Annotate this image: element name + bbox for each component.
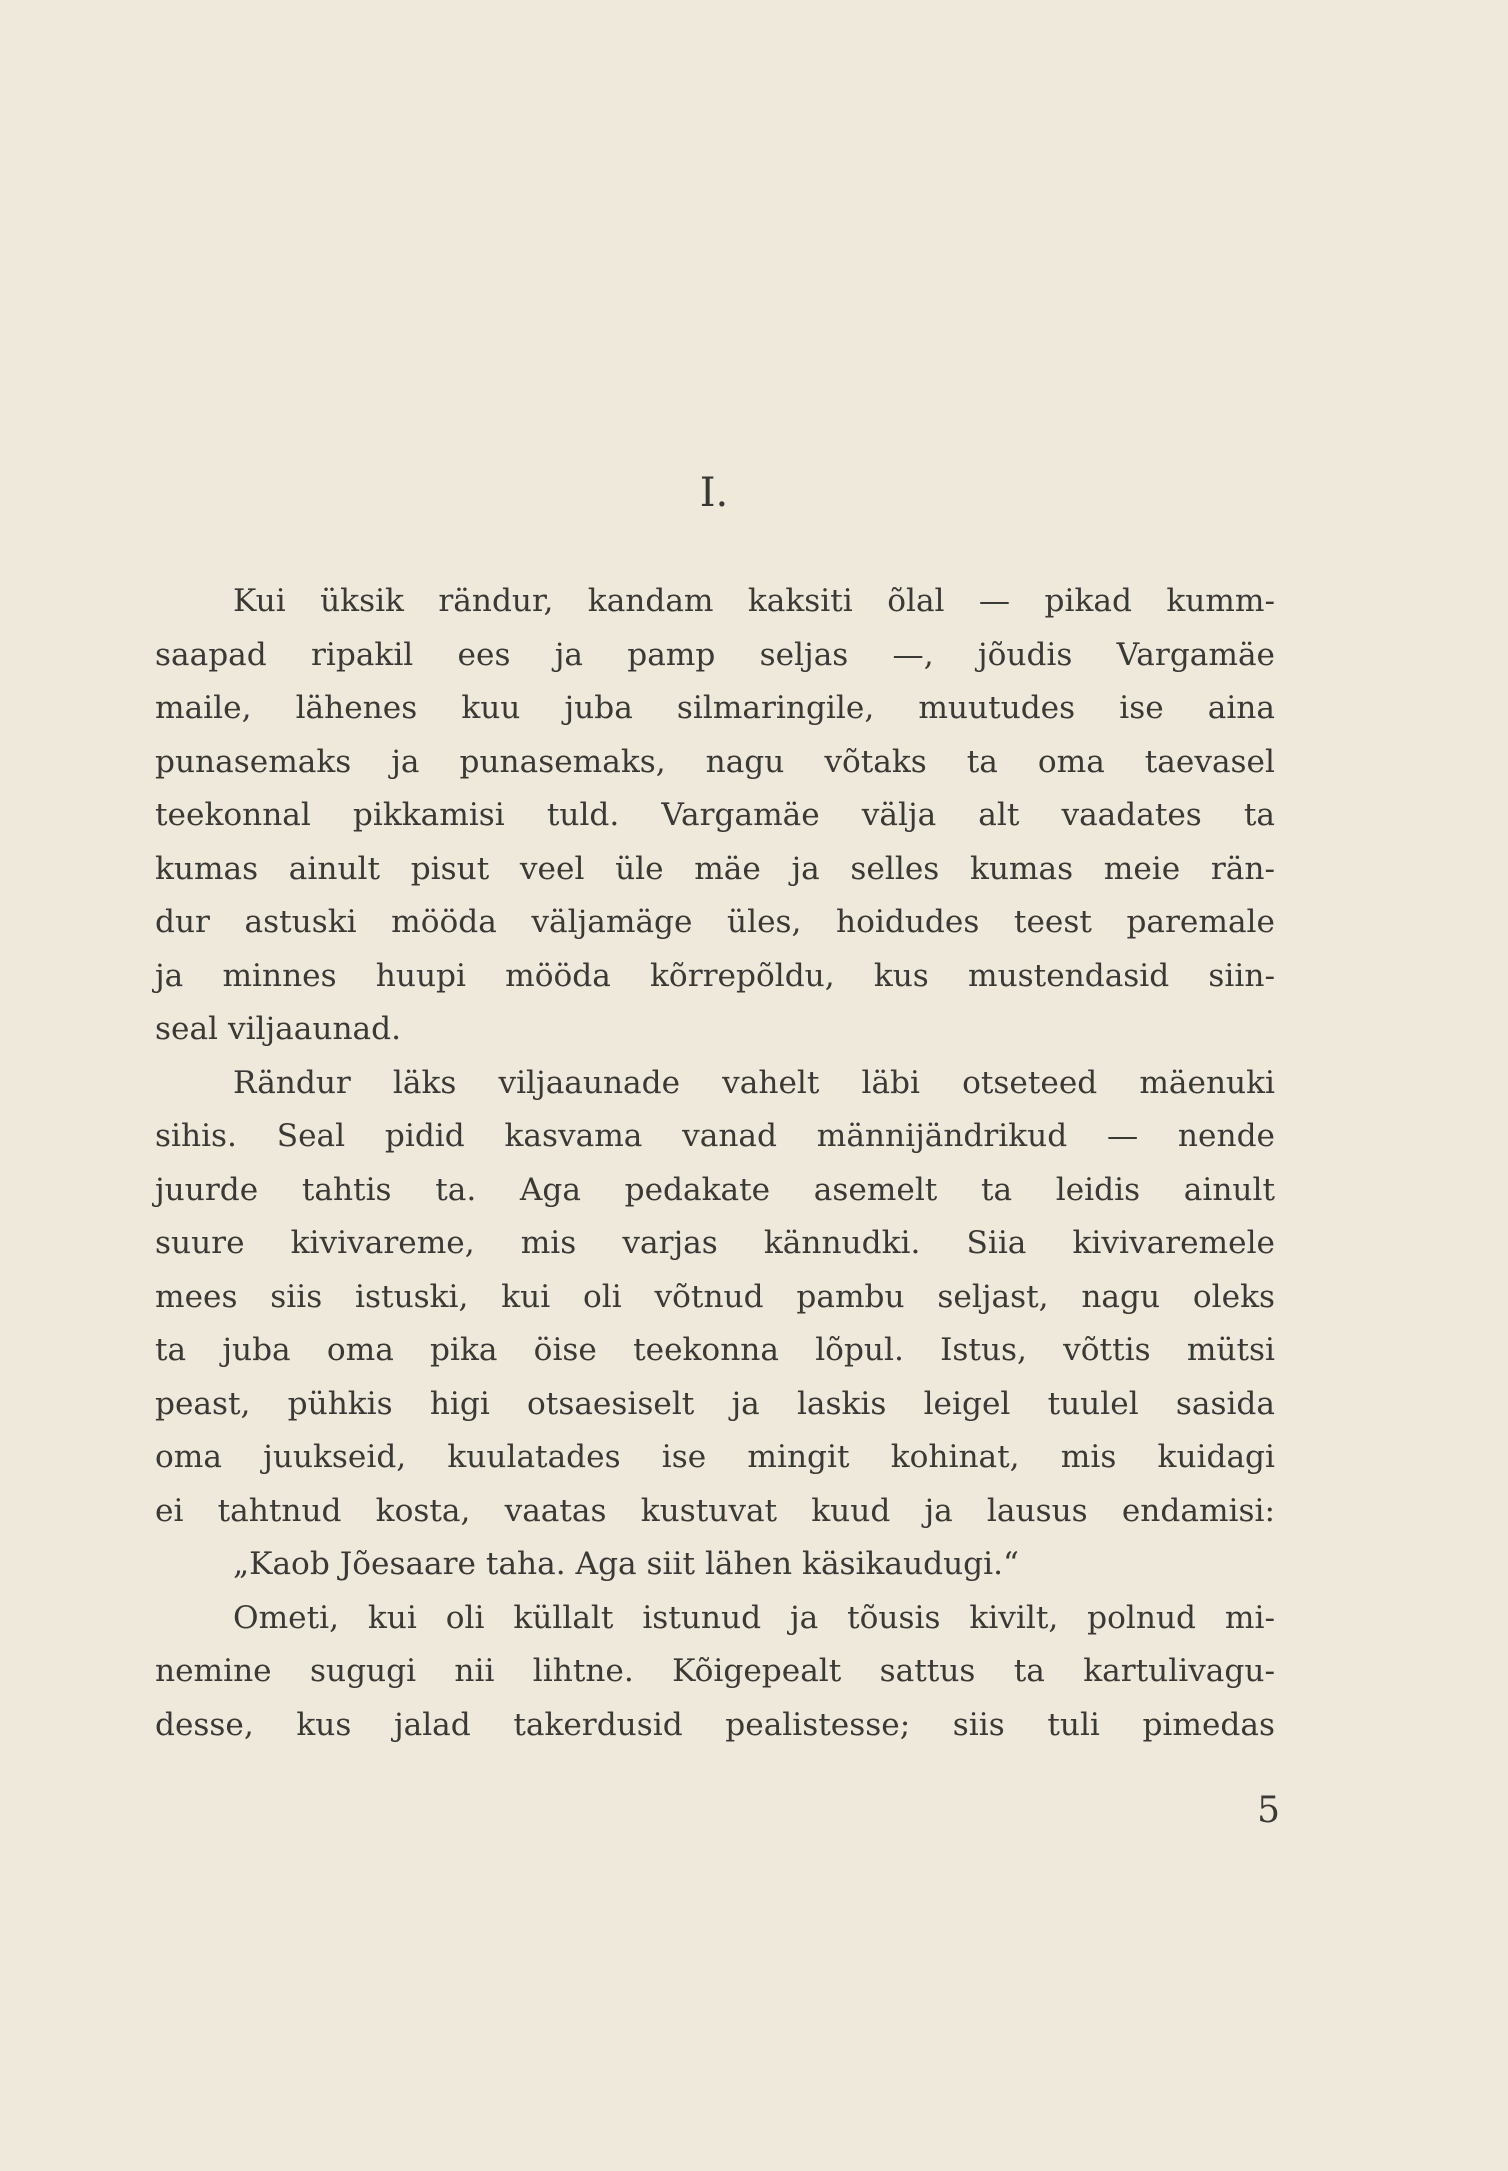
paragraph (155, 1538, 1275, 1592)
text-line: juurde tahtis ta. Aga pedakate asemelt ta leidis ainult (155, 1171, 1275, 1208)
text-line: maile, lähenes kuu juba silmaringile, muutudes ise aina (155, 690, 1275, 726)
text-line: peast, pühkis higi otsaesiselt ja laskis leigel tuulel sasida (155, 1385, 1275, 1422)
text-line: Kui üksik rändur, kandam kaksiti õlal — pikad kumm- (233, 583, 1275, 619)
text-line: desse, kus jalad takerdusid pealistesse; siis tuli pimedas (155, 1706, 1275, 1743)
text-line: ta juba oma pika öise teekonna lõpul. Istus, võttis mütsi (155, 1332, 1275, 1368)
paragraph (155, 1057, 1275, 1539)
text-line: ei tahtnud kosta, vaatas kustuvat kuud ja lausus endamisi: (155, 1492, 1275, 1529)
text-line: Ometi, kui oli küllalt istunud ja tõusis kivilt, polnud mi- (233, 1599, 1275, 1636)
text-line: ja minnes huupi mööda kõrrepõldu, kus mustendasid siin- (155, 957, 1275, 994)
text-line: saapad ripakil ees ja pamp seljas —, jõudis Vargamäe (155, 636, 1275, 673)
text-line: kumas ainult pisut veel üle mäe ja selles kumas meie rän- (155, 850, 1275, 887)
text-line: Rändur läks viljaaunade vahelt läbi otseteed mäenuki (233, 1064, 1275, 1101)
text-line: oma juukseid, kuulatades ise mingit kohinat, mis kuidagi (155, 1439, 1275, 1475)
text-line: nemine sugugi nii lihtne. Kõigepealt sattus ta kartulivagu- (155, 1653, 1275, 1689)
chapter-heading: I. (699, 470, 729, 516)
text-line: dur astuski mööda väljamäge üles, hoidudes teest paremale (155, 904, 1275, 940)
body-text (155, 575, 1275, 1752)
text-line: suure kivivareme, mis varjas kännudki. Siia kivivaremele (155, 1225, 1275, 1261)
text-line: sihis. Seal pidid kasvama vanad männijändrikud — nende (155, 1118, 1275, 1154)
text-line: punasemaks ja punasemaks, nagu võtaks ta oma taevasel (155, 743, 1275, 780)
text-line: „Kaob Jõesaare taha. Aga siit lähen käsikaudugi.“ (233, 1546, 1019, 1582)
text-line: mees siis istuski, kui oli võtnud pambu seljast, nagu oleks (155, 1278, 1275, 1315)
paragraph (155, 1592, 1275, 1753)
paragraph (155, 575, 1275, 1057)
text-line: seal viljaaunad. (155, 1011, 402, 1047)
page-number: 5 (1257, 1790, 1280, 1831)
text-line: teekonnal pikkamisi tuld. Vargamäe välja alt vaadates ta (155, 797, 1275, 833)
